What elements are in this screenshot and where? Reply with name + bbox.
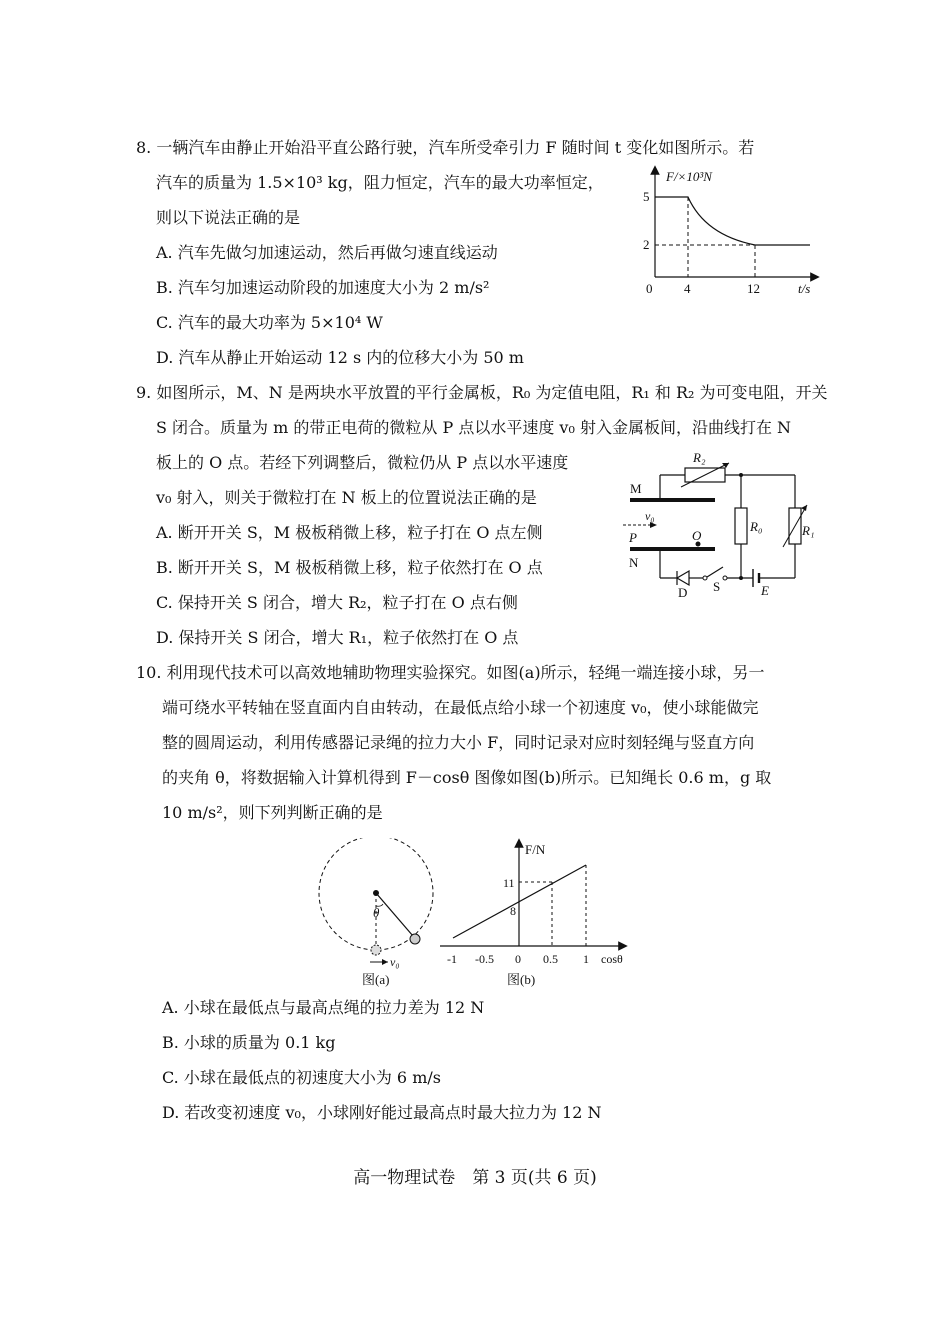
q8-graph-xtick-0: 0 — [646, 281, 653, 296]
q8-option-d: D. 汽车从静止开始运动 12 s 内的位移大小为 50 m — [156, 348, 524, 367]
q9-label-r0: R₀ — [750, 519, 763, 534]
q10-figa-caption: 图(a) — [362, 972, 390, 987]
q9-option-a: A. 断开开关 S，M 极板稍微上移，粒子打在 O 点左侧 — [156, 523, 543, 542]
q10-line4: 的夹角 θ，将数据输入计算机得到 F－cosθ 图像如图(b)所示。已知绳长 0.6 m，g 取 — [162, 768, 772, 787]
q9-label-e: E — [761, 583, 769, 598]
q8-graph-ytick-5: 5 — [643, 189, 650, 204]
q9-line2: S 闭合。质量为 m 的带正电荷的微粒从 P 点以水平速度 v₀ 射入金属板间，沿曲线打在 N — [156, 418, 792, 437]
q8-graph-xtick-12: 12 — [747, 281, 760, 296]
q10-figb-xtick-0: 0 — [515, 952, 521, 966]
q9-label-d: D — [678, 585, 688, 600]
q9-label-v0: v₀ — [645, 509, 655, 523]
q10-option-c: C. 小球在最低点的初速度大小为 6 m/s — [162, 1068, 441, 1087]
q9-option-c: C. 保持开关 S 闭合，增大 R₂，粒子打在 O 点右侧 — [156, 593, 518, 612]
q9-option-b: B. 断开开关 S，M 极板稍微上移，粒子依然打在 O 点 — [156, 558, 543, 577]
q9-circuit-diagram — [615, 445, 820, 600]
q10-figa-v0: v₀ — [390, 955, 400, 969]
q10-figb-xtick-m05: -0.5 — [475, 952, 494, 966]
q8-graph-xlabel: t/s — [798, 281, 811, 296]
q9-label-p: P — [629, 530, 637, 545]
q10-line1: 10. 利用现代技术可以高效地辅助物理实验探究。如图(a)所示，轻绳一端连接小球，另一 — [136, 663, 765, 682]
q8-line2: 汽车的质量为 1.5×10³ kg，阻力恒定，汽车的最大功率恒定， — [156, 173, 604, 192]
page-footer: 高一物理试卷 第 3 页(共 6 页) — [353, 1168, 597, 1188]
q9-label-s: S — [713, 579, 721, 594]
q9-line1: 9. 如图所示，M、N 是两块水平放置的平行金属板，R₀ 为定值电阻，R₁ 和 R₂ 为可变电阻，开关 — [136, 383, 828, 402]
q10-figb-ytick-11: 11 — [503, 876, 515, 890]
q8-option-c: C. 汽车的最大功率为 5×10⁴ W — [156, 313, 383, 332]
q10-line5: 10 m/s²，则下列判断正确的是 — [162, 803, 383, 822]
q10-figb-xtick-05: 0.5 — [543, 952, 558, 966]
q9-option-d: D. 保持开关 S 闭合，增大 R₁，粒子依然打在 O 点 — [156, 628, 519, 647]
q10-figb-caption: 图(b) — [507, 972, 536, 987]
q10-option-a: A. 小球在最低点与最高点绳的拉力差为 12 N — [162, 998, 485, 1017]
q8-force-time-graph — [630, 165, 820, 300]
q10-line2: 端可绕水平转轴在竖直面内自由转动，在最低点给小球一个初速度 v₀，使小球能做完 — [162, 698, 759, 717]
q9-line4: v₀ 射入，则关于微粒打在 N 板上的位置说法正确的是 — [156, 488, 537, 507]
q8-graph-ylabel: F/×10³N — [666, 169, 712, 184]
q8-line3: 则以下说法正确的是 — [156, 208, 301, 227]
q9-line3: 板上的 O 点。若经下列调整后，微粒仍从 P 点以水平速度 — [156, 453, 569, 472]
q10-figb-ylabel: F/N — [525, 842, 546, 857]
q9-label-o: O — [692, 528, 702, 543]
q10-figure-b — [435, 838, 635, 988]
q10-figb-xtick-m1: -1 — [447, 952, 457, 966]
q10-figa-theta: θ — [373, 905, 380, 920]
q10-option-b: B. 小球的质量为 0.1 kg — [162, 1033, 336, 1052]
q9-label-r2: R₂ — [693, 450, 706, 465]
q10-figure-a — [310, 838, 440, 988]
q8-option-a: A. 汽车先做匀加速运动，然后再做匀速直线运动 — [156, 243, 498, 262]
q8-graph-xtick-4: 4 — [684, 281, 691, 296]
q10-figb-xlabel: cosθ — [601, 952, 623, 966]
q9-label-r1: R₁ — [802, 523, 815, 538]
q10-option-d: D. 若改变初速度 v₀，小球刚好能过最高点时最大拉力为 12 N — [162, 1103, 602, 1122]
q9-label-m: M — [630, 481, 642, 496]
q8-graph-ytick-2: 2 — [643, 237, 650, 252]
q9-label-n: N — [629, 555, 639, 570]
q10-figb-ytick-8: 8 — [510, 904, 516, 918]
q8-option-b: B. 汽车匀加速运动阶段的加速度大小为 2 m/s² — [156, 278, 490, 297]
q10-line3: 整的圆周运动，利用传感器记录绳的拉力大小 F，同时记录对应时刻轻绳与竖直方向 — [162, 733, 755, 752]
q8-line1: 8. 一辆汽车由静止开始沿平直公路行驶，汽车所受牵引力 F 随时间 t 变化如图所示。若 — [136, 138, 755, 157]
q10-figb-xtick-1: 1 — [583, 952, 589, 966]
